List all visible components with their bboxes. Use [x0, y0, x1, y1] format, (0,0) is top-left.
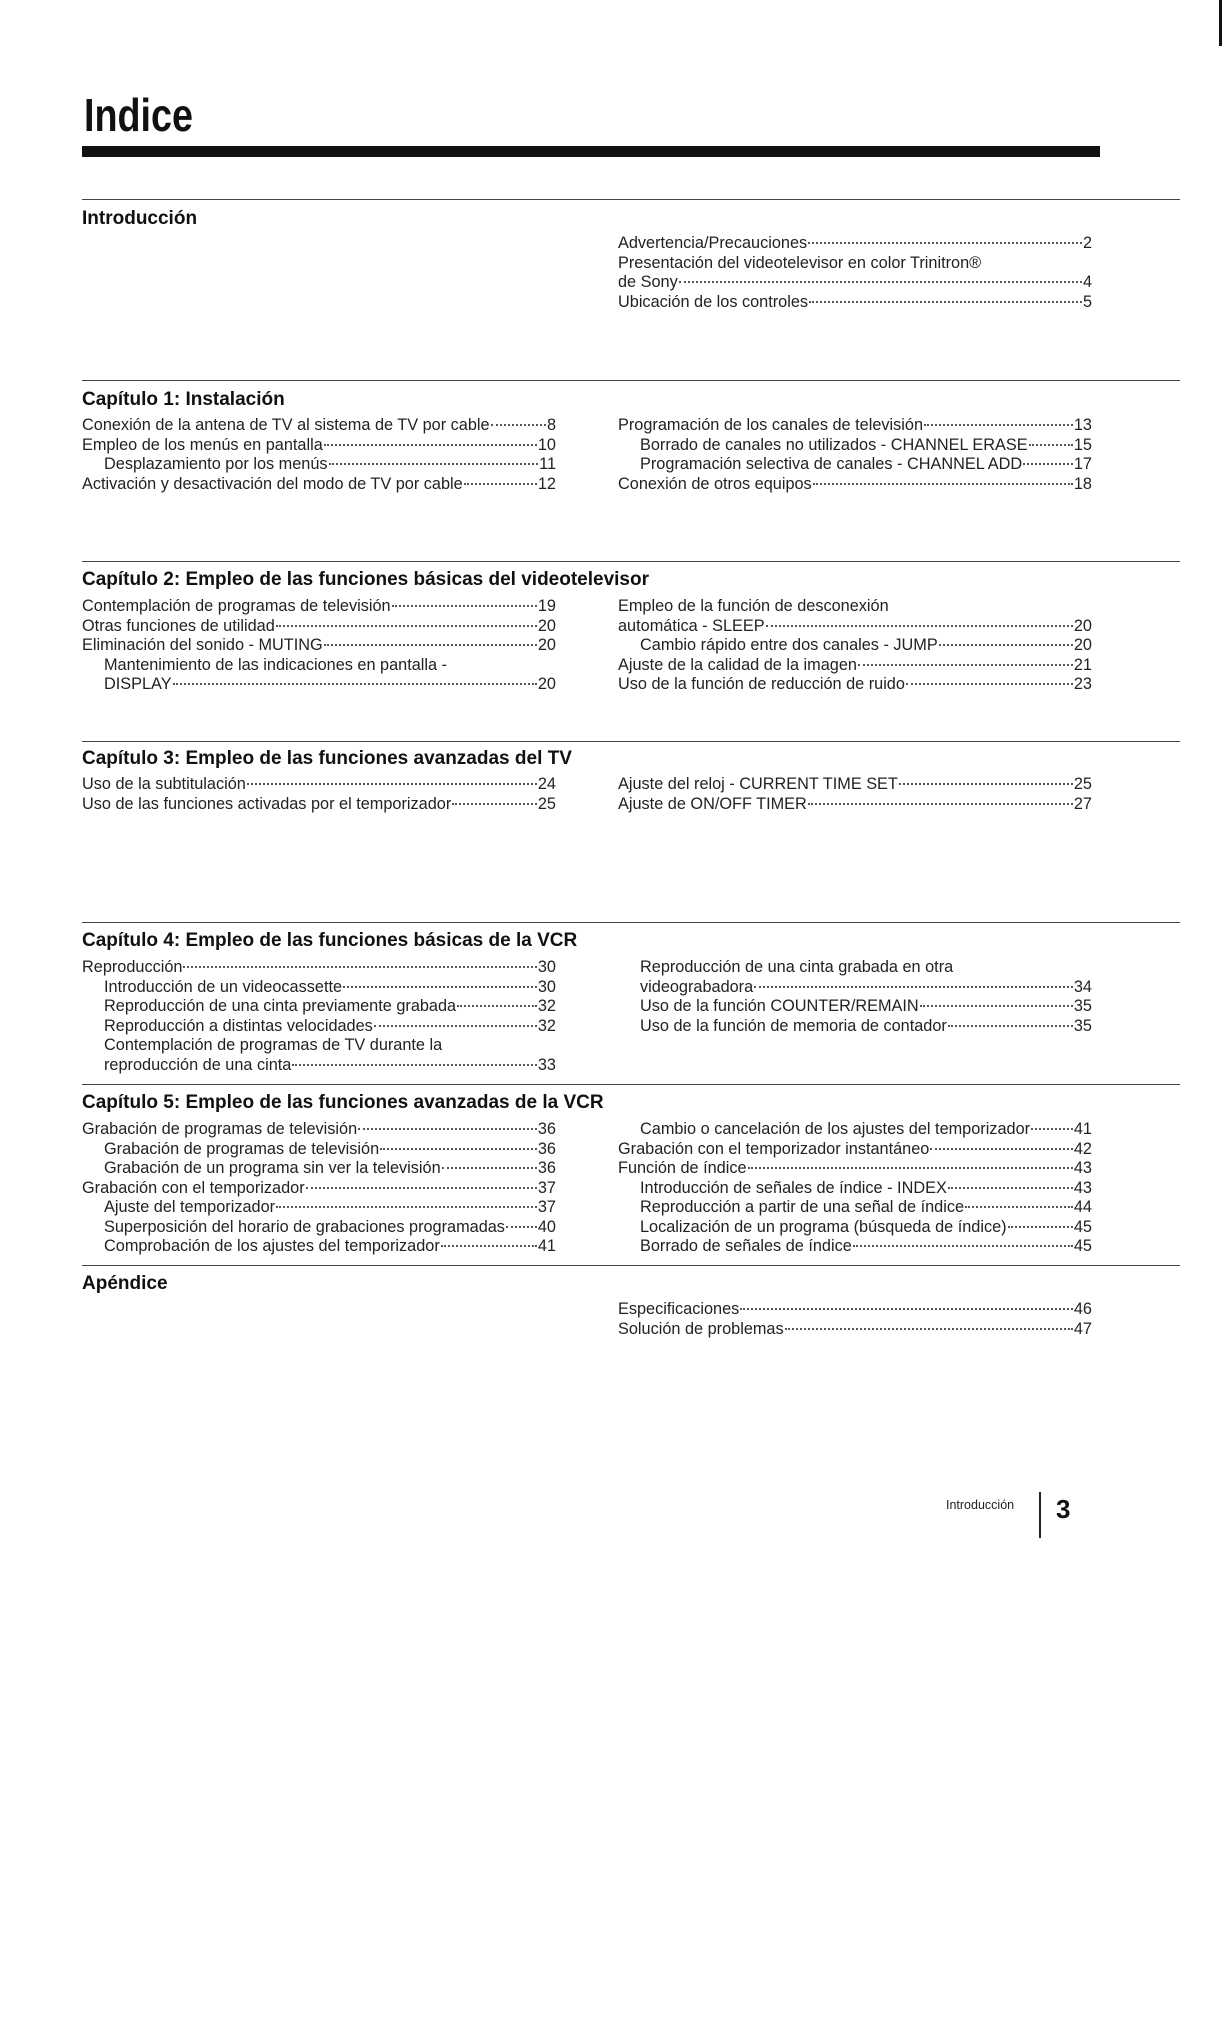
toc-entry-page: 34 — [1073, 977, 1092, 996]
toc-entry-page: 36 — [537, 1120, 556, 1138]
dot-leader — [785, 1328, 1073, 1330]
toc-entry-page: 24 — [537, 775, 556, 793]
toc-entry — [618, 234, 1092, 254]
toc-entry — [618, 1017, 1092, 1037]
toc-entry — [82, 1179, 556, 1199]
toc-entry-title: Contemplación de programas de televisión — [82, 597, 391, 615]
toc-entry — [618, 455, 1092, 475]
toc-entry-page: 46 — [1073, 1300, 1092, 1318]
toc-entry-page: 41 — [537, 1237, 556, 1255]
toc-entry — [618, 1237, 1092, 1257]
dot-leader — [452, 803, 537, 805]
toc-entry — [82, 475, 556, 495]
toc-entry-title: Programación de los canales de televisión — [618, 416, 923, 434]
dot-leader — [324, 444, 537, 446]
toc-entry-page: 15 — [1073, 435, 1092, 454]
toc-column-right — [618, 775, 1092, 814]
toc-entry-page: 36 — [537, 1159, 556, 1177]
toc-entry-page: 45 — [1073, 1217, 1092, 1236]
section-divider — [82, 741, 1180, 742]
toc-entry-title: Función de índice — [618, 1159, 747, 1177]
toc-entry-title: Reproducción de una cinta grabada en otra — [640, 958, 954, 976]
dot-leader — [343, 986, 537, 988]
section-divider — [82, 922, 1180, 923]
toc-entry-page: 30 — [537, 958, 556, 976]
toc-entry — [82, 978, 556, 998]
footer-page-number: 3 — [1056, 1494, 1071, 1524]
toc-entry-title: Grabación de programas de televisión — [104, 1139, 380, 1158]
toc-entry — [618, 617, 1092, 637]
toc-entry — [82, 1017, 556, 1037]
toc-entry-page: 10 — [537, 435, 556, 454]
toc-entry — [618, 1159, 1092, 1179]
toc-column-left — [82, 597, 556, 695]
toc-entry — [82, 1237, 556, 1257]
toc-entry-title: Localización de un programa (búsqueda de índice) — [640, 1217, 1007, 1236]
toc-entry — [618, 273, 1092, 293]
toc-entry — [82, 617, 556, 637]
toc-entry — [82, 436, 556, 456]
toc-column-right — [618, 234, 1092, 312]
dot-leader — [748, 1167, 1073, 1169]
dot-leader — [380, 1148, 537, 1150]
toc-entry — [82, 1036, 556, 1056]
toc-entry-title: Uso de la función de reducción de ruido — [618, 675, 905, 693]
toc-entry-title: Reproducción de una cinta previamente grabada — [104, 997, 457, 1015]
dot-leader — [441, 1245, 537, 1247]
toc-entry-title: Introducción de un videocassette — [104, 977, 343, 996]
toc-entry-page: 32 — [537, 1016, 556, 1035]
toc-entry-title: Contemplación de programas de TV durante la — [104, 1036, 443, 1054]
toc-entry-page: 20 — [537, 675, 556, 693]
toc-entry — [82, 1198, 556, 1218]
toc-entry — [618, 1179, 1092, 1199]
section-heading-capitulo-1: Capítulo 1: Instalación — [82, 389, 285, 410]
toc-entry-page: 25 — [537, 794, 556, 813]
toc-column-right — [618, 1300, 1092, 1339]
dot-leader — [1008, 1226, 1073, 1228]
dot-leader — [442, 1167, 537, 1169]
toc-entry-title: de Sony — [618, 273, 678, 291]
toc-entry-title: Advertencia/Precauciones — [618, 234, 808, 252]
toc-entry-title: Uso de la función COUNTER/REMAIN — [640, 997, 919, 1015]
toc-entry-title: Ajuste de ON/OFF TIMER — [618, 794, 807, 813]
section-heading-capitulo-3: Capítulo 3: Empleo de las funciones avanzadas del TV — [82, 748, 572, 769]
toc-entry-title: DISPLAY — [104, 675, 172, 693]
dot-leader — [906, 683, 1073, 685]
dot-leader — [292, 1064, 537, 1066]
toc-entry-page: 13 — [1073, 416, 1092, 434]
toc-entry — [82, 1120, 556, 1140]
toc-entry-page: 21 — [1073, 655, 1092, 674]
dot-leader — [1029, 444, 1073, 446]
toc-entry — [618, 997, 1092, 1017]
dot-leader — [329, 463, 539, 465]
toc-entry-page: 27 — [1073, 794, 1092, 813]
toc-entry — [618, 1218, 1092, 1238]
toc-entry-title: Grabación de programas de televisión — [82, 1120, 358, 1138]
toc-entry — [82, 958, 556, 978]
toc-entry-page: 2 — [1082, 234, 1092, 252]
toc-entry-title: Mantenimiento de las indicaciones en pantalla - — [104, 655, 448, 674]
dot-leader — [754, 986, 1073, 988]
toc-entry — [82, 795, 556, 815]
toc-entry — [618, 958, 1092, 978]
dot-leader — [183, 966, 536, 968]
dot-leader — [464, 483, 537, 485]
toc-entry-page: 35 — [1073, 1016, 1092, 1035]
toc-column-left — [82, 1120, 556, 1257]
toc-entry-title: Uso de la función de memoria de contador — [640, 1016, 947, 1035]
section-divider — [82, 199, 1180, 200]
toc-entry-page: 11 — [539, 455, 556, 473]
toc-entry-page: 30 — [537, 977, 556, 996]
dot-leader — [306, 1187, 537, 1189]
toc-entry — [618, 1120, 1092, 1140]
toc-entry-page: 18 — [1073, 474, 1092, 493]
toc-column-right — [618, 958, 1092, 1036]
toc-entry-title: Reproducción — [82, 958, 183, 976]
toc-entry — [618, 597, 1092, 617]
toc-entry — [618, 293, 1092, 313]
toc-entry-title: Otras funciones de utilidad — [82, 616, 275, 635]
toc-entry-page: 33 — [537, 1055, 556, 1074]
toc-entry-page: 43 — [1073, 1178, 1092, 1197]
dot-leader — [324, 644, 537, 646]
toc-entry — [618, 475, 1092, 495]
toc-entry — [82, 997, 556, 1017]
toc-entry-title: Borrado de canales no utilizados - CHANNEL ERASE — [640, 435, 1028, 454]
dot-leader — [930, 1148, 1073, 1150]
toc-entry — [618, 436, 1092, 456]
toc-entry — [618, 416, 1092, 436]
toc-entry-title: Superposición del horario de grabaciones programadas — [104, 1217, 505, 1236]
toc-entry-title: Uso de las funciones activadas por el temporizador — [82, 794, 452, 813]
toc-entry-title: Ajuste de la calidad de la imagen — [618, 655, 857, 674]
toc-entry-page: 23 — [1073, 675, 1092, 693]
page-edge-mark — [1219, 0, 1222, 46]
toc-entry-title: Ajuste del reloj - CURRENT TIME SET — [618, 775, 898, 793]
dot-leader — [1031, 1128, 1073, 1130]
toc-column-right — [618, 597, 1092, 695]
toc-entry-title: Desplazamiento por los menús — [104, 455, 328, 473]
toc-entry — [82, 597, 556, 617]
toc-entry-page: 8 — [546, 416, 556, 434]
toc-entry-page: 32 — [537, 997, 556, 1015]
dot-leader — [899, 783, 1073, 785]
toc-entry-page: 47 — [1073, 1319, 1092, 1338]
dot-leader — [924, 424, 1073, 426]
toc-entry-title: videograbadora — [640, 977, 754, 996]
toc-column-left — [82, 775, 556, 814]
toc-entry — [618, 775, 1092, 795]
dot-leader — [813, 483, 1073, 485]
page-title: Indice — [84, 89, 194, 141]
section-heading-capitulo-4: Capítulo 4: Empleo de las funciones básicas de la VCR — [82, 930, 578, 951]
toc-entry — [82, 636, 556, 656]
title-underline-bar — [82, 146, 1100, 157]
toc-entry — [82, 416, 556, 436]
toc-entry-title: reproducción de una cinta — [104, 1055, 292, 1074]
toc-entry-page: 42 — [1073, 1139, 1092, 1158]
toc-entry-page: 17 — [1073, 455, 1092, 473]
toc-entry — [82, 675, 556, 695]
dot-leader — [939, 644, 1073, 646]
dot-leader — [276, 1206, 537, 1208]
toc-entry — [82, 775, 556, 795]
toc-entry — [618, 978, 1092, 998]
toc-entry-page: 43 — [1073, 1159, 1092, 1177]
toc-entry-title: Ajuste del temporizador — [104, 1198, 276, 1216]
dot-leader — [173, 683, 537, 685]
dot-leader — [965, 1206, 1073, 1208]
toc-entry-title: Solución de problemas — [618, 1319, 784, 1338]
toc-entry-page: 44 — [1073, 1198, 1092, 1216]
dot-leader — [506, 1226, 537, 1228]
toc-entry — [618, 795, 1092, 815]
dot-leader — [374, 1025, 537, 1027]
toc-entry-page: 5 — [1082, 292, 1092, 311]
toc-entry-page: 36 — [537, 1139, 556, 1158]
toc-entry-title: Conexión de otros equipos — [618, 474, 812, 493]
toc-entry-title: Conexión de la antena de TV al sistema de TV por cable — [82, 416, 490, 434]
toc-entry-title: Ubicación de los controles — [618, 292, 809, 311]
footer-section-label: Introducción — [946, 1498, 1015, 1512]
toc-entry — [618, 254, 1092, 274]
section-divider — [82, 380, 1180, 381]
toc-entry-title: Grabación de un programa sin ver la televisión — [104, 1159, 441, 1177]
toc-entry — [618, 675, 1092, 695]
dot-leader — [740, 1308, 1073, 1310]
toc-entry-page: 20 — [1073, 616, 1092, 635]
toc-entry-title: Empleo de la función de desconexión — [618, 597, 889, 615]
section-heading-capitulo-2: Capítulo 2: Empleo de las funciones básicas del videotelevisor — [82, 569, 650, 590]
toc-entry-title: Especificaciones — [618, 1300, 740, 1318]
toc-entry — [618, 1198, 1092, 1218]
toc-entry-title: Cambio rápido entre dos canales - JUMP — [640, 636, 938, 654]
dot-leader — [948, 1025, 1073, 1027]
toc-entry — [618, 1140, 1092, 1160]
toc-entry — [618, 656, 1092, 676]
toc-entry-page: 19 — [537, 597, 556, 615]
toc-column-right — [618, 416, 1092, 494]
toc-entry-page: 4 — [1082, 273, 1092, 291]
toc-entry-title: Introducción de señales de índice - INDEX — [640, 1178, 947, 1197]
toc-column-left — [82, 958, 556, 1075]
toc-entry-title: Reproducción a distintas velocidades — [104, 1016, 373, 1035]
toc-entry — [618, 1300, 1092, 1320]
section-divider — [82, 1265, 1180, 1266]
section-heading-capitulo-5: Capítulo 5: Empleo de las funciones avanzadas de la VCR — [82, 1092, 604, 1113]
toc-column-right — [618, 1120, 1092, 1257]
dot-leader — [853, 1245, 1073, 1247]
dot-leader — [358, 1128, 537, 1130]
toc-entry — [82, 1056, 556, 1076]
dot-leader — [276, 625, 537, 627]
toc-entry — [82, 1140, 556, 1160]
toc-entry-title: Borrado de señales de índice — [640, 1237, 852, 1255]
toc-column-left — [82, 416, 556, 494]
toc-entry — [82, 656, 556, 676]
toc-entry-page: 20 — [537, 616, 556, 635]
dot-leader — [766, 625, 1073, 627]
toc-entry-title: Grabación con el temporizador instantáneo — [618, 1139, 930, 1158]
dot-leader — [858, 664, 1073, 666]
toc-entry — [618, 636, 1092, 656]
toc-entry-title: Grabación con el temporizador — [82, 1178, 305, 1197]
section-divider — [82, 561, 1180, 562]
toc-entry-page: 20 — [537, 636, 556, 654]
toc-entry — [82, 1159, 556, 1179]
toc-entry-title: Comprobación de los ajustes del temporizador — [104, 1237, 440, 1255]
toc-entry-page: 35 — [1073, 997, 1092, 1015]
dot-leader — [457, 1005, 537, 1007]
toc-entry-title: Cambio o cancelación de los ajustes del temporizador — [640, 1120, 1031, 1138]
dot-leader — [392, 605, 537, 607]
toc-entry — [82, 455, 556, 475]
toc-entry-page: 37 — [537, 1178, 556, 1197]
dot-leader — [491, 424, 546, 426]
dot-leader — [247, 783, 537, 785]
section-divider — [82, 1084, 1180, 1085]
toc-entry-page: 12 — [537, 474, 556, 493]
toc-entry-page: 41 — [1073, 1120, 1092, 1138]
toc-entry-page: 45 — [1073, 1237, 1092, 1255]
toc-entry — [82, 1218, 556, 1238]
toc-entry-page: 20 — [1073, 636, 1092, 654]
dot-leader — [809, 301, 1082, 303]
dot-leader — [679, 281, 1082, 283]
toc-entry — [618, 1320, 1092, 1340]
footer-divider — [1039, 1492, 1041, 1538]
toc-entry-title: Eliminación del sonido - MUTING — [82, 636, 323, 654]
toc-entry-page: 40 — [537, 1217, 556, 1236]
toc-entry-page: 37 — [537, 1198, 556, 1216]
dot-leader — [808, 242, 1082, 244]
section-heading-apendice: Apéndice — [82, 1273, 168, 1294]
dot-leader — [1023, 463, 1073, 465]
dot-leader — [920, 1005, 1073, 1007]
toc-entry-page: 25 — [1073, 775, 1092, 793]
toc-entry-title: Uso de la subtitulación — [82, 775, 246, 793]
toc-entry-title: Activación y desactivación del modo de TV por cable — [82, 474, 463, 493]
dot-leader — [808, 803, 1073, 805]
dot-leader — [948, 1187, 1073, 1189]
toc-entry-title: Programación selectiva de canales - CHANNEL ADD — [640, 455, 1023, 473]
toc-entry-title: Empleo de los menús en pantalla — [82, 435, 323, 454]
toc-entry-title: Presentación del videotelevisor en color Trinitron® — [618, 253, 982, 272]
toc-entry-title: automática - SLEEP — [618, 616, 765, 635]
section-heading-introduccion: Introducción — [82, 208, 198, 229]
toc-entry-title: Reproducción a partir de una señal de índice — [640, 1198, 965, 1216]
